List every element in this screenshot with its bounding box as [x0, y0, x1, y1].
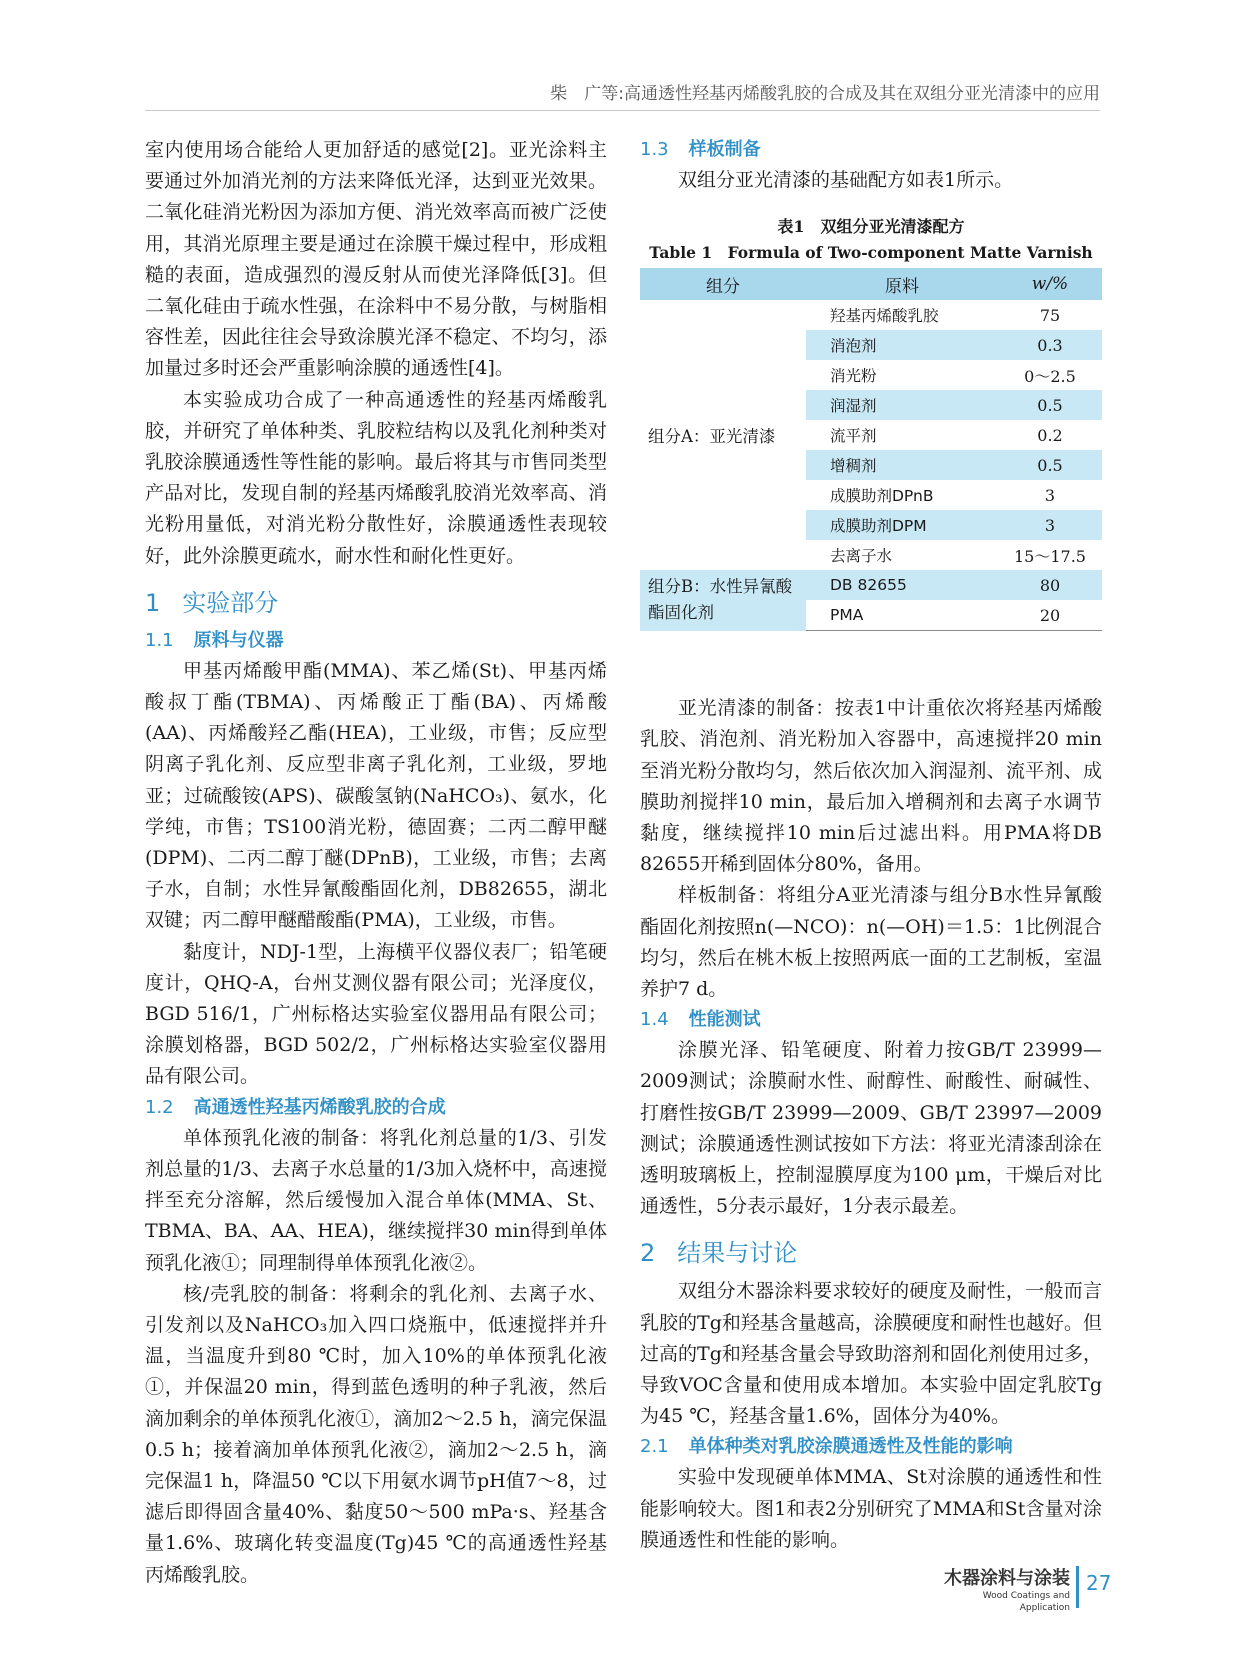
material-cell: 成膜助剂DPM [806, 510, 998, 540]
paragraph: 涂膜光泽、铅笔硬度、附着力按GB/T 23999—2009测试；涂膜耐水性、耐醇性、耐酸性、耐碱性、打磨性按GB/T 23999—2009、GB/T 23997—2009测试；涂膜通透性测试按如下方法：将亚光清漆刮涂在透明玻璃板上，控制湿膜厚度为100 μm，干燥后对比通透性，5分表示最好，1分表示最差。 [640, 1039, 1102, 1218]
section-number: 1 [145, 588, 161, 617]
value-cell: 75 [1039, 305, 1061, 325]
paragraph: 本实验成功合成了一种高通透性的羟基丙烯酸乳胶，并研究了单体种类、乳胶粒结构以及乳化剂种类对乳胶涂膜通透性等性能的影响。最后将其与市售同类型产品对比，发现自制的羟基丙烯酸乳胶消光效率高、消光粉用量低，对消光粉分散性好，涂膜通透性表现较好，此外涂膜更疏水，耐水性和耐化性更好。 [145, 388, 607, 567]
subsection-title: 性能测试 [688, 1009, 761, 1031]
subsection-number: 1.2 [145, 1096, 174, 1118]
material-cell: 羟基丙烯酸乳胶 [830, 307, 939, 326]
material-cell: 去离子水 [830, 547, 893, 566]
journal-name-en: Wood Coatings and Application [982, 1591, 1070, 1613]
material-cell: 流平剂 [830, 427, 877, 446]
value-cell: 20 [998, 600, 1102, 631]
running-header: 柴 广等:高通透性羟基丙烯酸乳胶的合成及其在双组分亚光清漆中的应用 [145, 84, 1100, 111]
value-cell: 80 [998, 570, 1102, 600]
paragraph: 甲基丙烯酸甲酯(MMA)、苯乙烯(St)、甲基丙烯酸叔丁酯(TBMA)、丙烯酸正丁酯(BA)、丙烯酸(AA)、丙烯酸羟乙酯(HEA)，工业级，市售；反应型阴离子乳化剂、反应型非离子乳化剂，工业级，罗地亚；过硫酸铵(APS)、碳酸氢钠(NaHCO₃)、氨水，化学纯，市售；TS100消光粉，德固赛；二丙二醇甲醚(DPM)、二丙二醇丁醚(DPnB)，工业级，市售；去离子水，自制；水性异氰酸酯固化剂，DB82655，湖北双键；丙二醇甲醚醋酸酯(PMA)，工业级，市售。 [145, 659, 607, 932]
subsection-number: 1.3 [640, 139, 669, 160]
subsection-title: 单体种类对乳胶涂膜通透性及性能的影响 [688, 1436, 1013, 1458]
left-column [145, 135, 607, 1591]
section-heading [640, 1236, 1102, 1270]
value-cell: 0.3 [998, 330, 1102, 360]
group-b-cell: 组分B：水性异氰酸酯固化剂 [640, 570, 806, 631]
subsection-title: 样板制备 [688, 139, 761, 160]
section-heading [145, 586, 607, 620]
subsection-title: 原料与仪器 [193, 629, 284, 651]
table-caption-cn: 表1 双组分亚光清漆配方 [777, 217, 965, 237]
subsection-heading [640, 135, 1102, 165]
subsection-heading [145, 626, 607, 656]
table-caption-en: Table 1 Formula of Two-component Matte Varnish [649, 243, 1093, 263]
paragraph: 核/壳乳胶的制备：将剩余的乳化剂、去离子水、引发剂以及NaHCO₃加入四口烧瓶中，低速搅拌并升温，当温度升到80 ℃时，加入10%的单体预乳化液①，并保温20 min，得到蓝色透明的种子乳液，然后滴加剩余的单体预乳化液①，滴加2～2.5 h，滴完保温0.5 h；接着滴加单体预乳化液②，滴加2～2.5 h，滴完保温1 h，降温50 ℃以下用氨水调节pH值7～8，过滤后即得固含量40%、黏度50～500 mPa·s、羟基含量1.6%、玻璃化转变温度(Tg)45 ℃的高通透性羟基丙烯酸乳胶。 [145, 1282, 607, 1586]
table-header: 原料 [806, 268, 998, 300]
material-cell: DB 82655 [806, 570, 998, 600]
section-title: 实验部分 [182, 588, 279, 617]
paragraph: 单体预乳化液的制备：将乳化剂总量的1/3、引发剂总量的1/3、去离子水总量的1/3加入烧杯中，高速搅拌至充分溶解，然后缓慢加入混合单体(MMA、St、TBMA、BA、AA、HEA)，继续搅拌30 min得到单体预乳化液①；同理制得单体预乳化液②。 [145, 1126, 607, 1274]
subsection-number: 1.4 [640, 1009, 669, 1031]
page-number: 27 [1086, 1571, 1112, 1595]
footer-divider [1076, 1566, 1079, 1608]
table-header: 组分 [640, 268, 806, 300]
paragraph: 亚光清漆的制备：按表1中计重依次将羟基丙烯酸乳胶、消泡剂、消光粉加入容器中，高速搅拌20 min至消光粉分散均匀，然后依次加入润湿剂、流平剂、成膜助剂搅拌10 min，最后加入增稠剂和去离子水调节黏度，继续搅拌10 min后过滤出料。用PMA将DB 82655开稀到固体分80%，备用。 [640, 697, 1102, 876]
subsection-number: 2.1 [640, 1436, 669, 1458]
subsection-title: 高通透性羟基丙烯酸乳胶的合成 [193, 1096, 446, 1118]
value-cell: 0.2 [1037, 425, 1063, 445]
paragraph: 双组分亚光清漆的基础配方如表1所示。 [678, 169, 1014, 191]
value-cell: 0.5 [998, 450, 1102, 480]
subsection-heading [640, 1005, 1102, 1035]
journal-name-cn: 木器涂料与涂装 [944, 1568, 1070, 1589]
right-column [640, 135, 1102, 1556]
material-cell: 成膜助剂DPnB [830, 487, 934, 506]
paragraph: 样板制备：将组分A亚光清漆与组分B水性异氰酸酯固化剂按照n(—NCO)：n(—OH)＝1.5：1比例混合均匀，然后在桃木板上按照两底一面的工艺制板，室温养护7 d。 [640, 884, 1102, 1001]
group-a-cell: 组分A：亚光清漆 [640, 300, 806, 570]
value-cell: 15～17.5 [1014, 546, 1086, 566]
section-title: 结果与讨论 [677, 1239, 798, 1268]
material-cell: 增稠剂 [806, 450, 998, 480]
paragraph: 双组分木器涂料要求较好的硬度及耐性，一般而言乳胶的Tg和羟基含量越高，涂膜硬度和耐性也越好。但过高的Tg和羟基含量会导致助溶剂和固化剂使用过多，导致VOC含量和使用成本增加。本实验中固定乳胶Tg为45 ℃，羟基含量1.6%，固体分为40%。 [640, 1280, 1102, 1428]
value-cell: 3 [998, 510, 1102, 540]
value-cell: 3 [1044, 485, 1056, 505]
value-cell: 0～2.5 [1024, 366, 1076, 386]
material-cell: PMA [806, 600, 998, 631]
subsection-heading [145, 1093, 607, 1123]
journal-brand [930, 1568, 1070, 1614]
paragraph: 实验中发现硬单体MMA、St对涂膜的通透性和性能影响较大。图1和表2分别研究了MMA和St含量对涂膜通透性和性能的影响。 [640, 1466, 1102, 1551]
value-cell: 0.5 [998, 390, 1102, 420]
material-cell: 消光粉 [830, 367, 877, 386]
table-header: w/% [998, 268, 1102, 300]
subsection-number: 1.1 [145, 629, 174, 651]
paragraph: 室内使用场合能给人更加舒适的感觉[2]。亚光涂料主要通过外加消光剂的方法来降低光泽，达到亚光效果。二氧化硅消光粉因为添加方便、消光效率高而被广泛使用，其消光原理主要是通过在涂膜干燥过程中，形成粗糙的表面，造成强烈的漫反射从而使光泽降低[3]。但二氧化硅由于疏水性强，在涂料中不易分散，与树脂相容性差，因此往往会导致涂膜光泽不稳定、不均匀，添加量过多时还会严重影响涂膜的通透性[4]。 [145, 139, 607, 380]
section-number: 2 [640, 1239, 656, 1268]
paragraph: 黏度计，NDJ-1型，上海横平仪器仪表厂；铅笔硬度计，QHQ-A，台州艾测仪器有限公司；光泽度仪，BGD 516/1，广州标格达实验室仪器用品有限公司；涂膜划格器，BGD 502/2，广州标格达实验室仪器用品有限公司。 [145, 940, 607, 1088]
formula-table [640, 268, 1102, 631]
material-cell: 消泡剂 [806, 330, 998, 360]
material-cell: 润湿剂 [806, 390, 998, 420]
subsection-heading [640, 1432, 1102, 1462]
